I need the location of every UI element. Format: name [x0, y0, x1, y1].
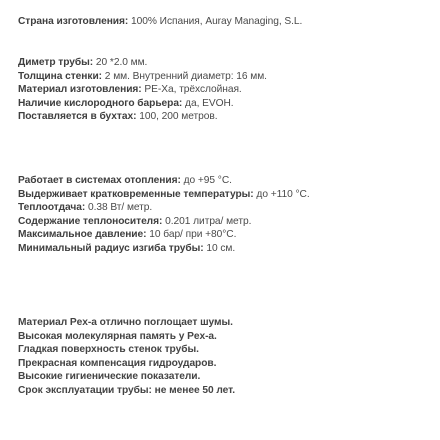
short-temp-label: Выдерживает кратковременные температуры: [18, 188, 254, 200]
material-value: PE-Xa, трёхслойная. [141, 84, 242, 96]
supply-value: 100, 200 метров. [136, 111, 218, 123]
wall-line [18, 70, 267, 84]
heat-output-label: Теплоотдача: [18, 202, 86, 214]
feature-item: Гладкая поверхность стенок трубы. [18, 344, 199, 356]
features-block [18, 316, 235, 398]
heating-value: до +95 °C. [180, 175, 232, 186]
origin-label: Страна изготовления: [18, 16, 129, 27]
coolant-label: Содержание теплоносителя: [18, 215, 163, 227]
coolant-line [18, 215, 310, 229]
specs-block [18, 56, 267, 124]
barrier-line [18, 97, 267, 111]
feature-item: Высокая молекулярная память у Pex-a. [18, 330, 217, 342]
max-pressure-label: Максимальное давление: [18, 229, 147, 241]
max-pressure-line [18, 228, 310, 242]
diameter-line [18, 56, 267, 70]
origin-line [18, 15, 302, 29]
feature-item: Прекрасная компенсация гидроударов. [18, 357, 217, 369]
min-radius-line [18, 242, 310, 256]
barrier-label: Наличие кислородного барьера: [18, 97, 183, 109]
diameter-value: 20 *2.0 мм. [93, 57, 148, 68]
feature-item: Срок эксплуатации трубы: не менее 50 лет. [18, 384, 235, 396]
heating-line [18, 174, 310, 188]
max-pressure-value: 10 бар/ при +80°C. [146, 229, 237, 241]
wall-value: 2 мм. Внутренний диаметр: 16 мм. [102, 70, 267, 82]
origin-block [18, 15, 302, 29]
heat-output-value: 0.38 Вт/ метр. [85, 202, 153, 214]
heat-output-line [18, 201, 310, 215]
heating-label: Работает в системах отопления: [18, 175, 181, 186]
diameter-label: Диметр трубы: [18, 57, 94, 68]
min-radius-value: 10 см. [203, 242, 236, 254]
material-line [18, 83, 267, 97]
barrier-value: да, EVOH. [182, 97, 234, 109]
performance-block [18, 174, 310, 256]
wall-label: Толщина стенки: [18, 70, 103, 82]
supply-line [18, 110, 267, 124]
short-temp-line [18, 188, 310, 202]
material-label: Материал изготовления: [18, 84, 142, 96]
feature-item: Материал Pex-a отлично поглощает шумы. [18, 317, 233, 328]
origin-value: 100% Испания, Auray Managing, S.L. [128, 16, 303, 27]
supply-label: Поставляется в бухтах: [18, 111, 137, 123]
min-radius-label: Минимальный радиус изгиба трубы: [18, 242, 204, 254]
feature-item: Высокие гигиенические показатели. [18, 371, 201, 383]
coolant-value: 0.201 литра/ метр. [162, 215, 252, 227]
short-temp-value: до +110 °C. [253, 188, 310, 200]
